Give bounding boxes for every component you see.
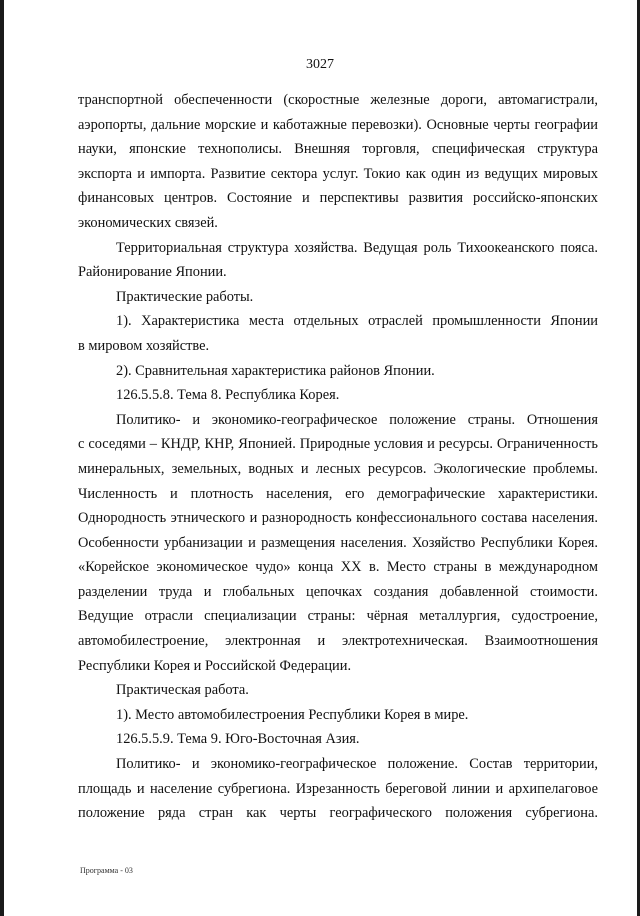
text-line: «Корейское экономическое чудо» конца XX в. Место страны в международном: [78, 559, 598, 576]
text-line: Политико- и экономико-географическое положение страны. Отношения: [116, 411, 598, 428]
text-line: Численность и плотность населения, его демографические характеристики.: [78, 485, 598, 502]
text-line: Практические работы.: [116, 288, 254, 305]
text-line: положение ряда стран как черты географического положения субрегиона.: [78, 805, 598, 822]
text-line: экспорта и импорта. Развитие сектора услуг. Токио как один из ведущих мировых: [78, 165, 598, 182]
text-line: 2). Сравнительная характеристика районов Японии.: [116, 362, 435, 379]
text-line: Районирование Японии.: [78, 264, 227, 281]
text-line: с соседями – КНДР, КНР, Японией. Природные условия и ресурсы. Ограниченность: [78, 436, 598, 453]
page-number: 3027: [306, 57, 334, 72]
text-line: 126.5.5.9. Тема 9. Юго-Восточная Азия.: [116, 731, 360, 748]
page-footer: Программа - 03: [80, 866, 133, 875]
text-line: 1). Место автомобилестроения Республики Корея в мире.: [116, 706, 469, 723]
text-line: в мировом хозяйстве.: [78, 337, 210, 354]
text-line: разделении труда и глобальных цепочках создания добавленной стоимости.: [78, 583, 598, 600]
text-line: Территориальная структура хозяйства. Ведущая роль Тихоокеанского пояса.: [116, 239, 598, 256]
document-body: [78, 88, 598, 826]
text-line: аэропорты, дальние морские и каботажные перевозки). Основные черты географии: [78, 116, 598, 133]
text-line: Особенности урбанизации и размещения населения. Хозяйство Республики Корея.: [78, 534, 598, 551]
text-line: Республики Корея и Российской Федерации.: [78, 657, 352, 674]
text-line: Политико- и экономико-географическое положение. Состав территории,: [116, 756, 598, 773]
text-line: Однородность этнического и разнородность конфессионального состава населения.: [78, 510, 598, 527]
text-line: транспортной обеспеченности (скоростные железные дороги, автомагистрали,: [78, 92, 598, 108]
text-line: экономических связей.: [78, 214, 218, 231]
text-line: Ведущие отрасли специализации страны: чёрная металлургия, судостроение,: [78, 608, 598, 625]
text-line: 1). Характеристика места отдельных отраслей промышленности Японии: [116, 313, 598, 330]
scan-border-left: [0, 0, 4, 916]
text-line: 126.5.5.8. Тема 8. Республика Корея.: [116, 387, 340, 404]
text-line: автомобилестроение, электронная и электротехническая. Взаимоотношения: [78, 633, 598, 650]
text-line: площадь и население субрегиона. Изрезанность береговой линии и архипелаговое: [78, 780, 598, 797]
text-line: науки, японские технополисы. Внешняя торговля, специфическая структура: [78, 141, 598, 158]
text-line: минеральных, земельных, водных и лесных ресурсов. Экологические проблемы.: [78, 460, 598, 477]
text-line: Практическая работа.: [116, 682, 249, 699]
text-line: финансовых центров. Состояние и перспективы развития российско-японских: [78, 190, 598, 207]
